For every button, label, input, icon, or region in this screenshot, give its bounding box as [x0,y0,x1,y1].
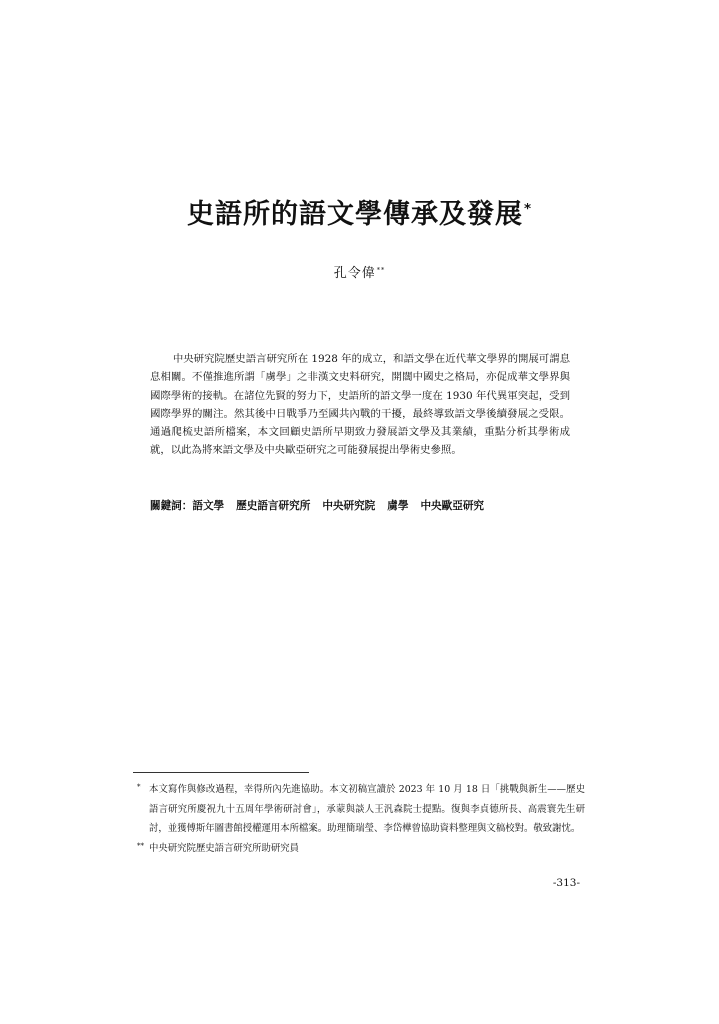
keyword: 歷史語言研究所 [236,500,311,512]
author [0,262,719,281]
footnote-text: 中央研究院歷史語言研究所助研究員 [149,842,300,854]
keywords-label: 關鍵詞： [150,500,193,512]
footnote-divider [133,772,309,773]
author-footnote-mark: ** [376,265,386,274]
keyword: 虜學 [387,500,409,512]
footnotes [137,780,585,858]
abstract: 中央研究院歷史語言研究所在 1928 年的成立，和語文學在近代華文學界的開展可謂息息相關。不僅推進所謂「虜學」之非漢文史料研究，開闊中國史之格局，亦促成華文學界與國際學術的接軌。在諸位先賢的努力下，史語所的語文學一度在 1930 年代異軍突起，受到國際學界的關注。然其後中日戰爭乃至國共內戰的干擾，最終導致語文學後續發展之受限。通過爬梳史語所檔案，本文回顧史語所早期致力發展語文學及其業績，重點分析其學術成就，以此為將來語文學及中央歐亞研究之可能發展提出學術史參照。 [150,353,570,457]
keyword: 中央歐亞研究 [420,500,485,512]
keyword: 語文學 [192,500,225,512]
title-text: 史語所的語文學傳承及發展 [186,199,523,230]
footnote [137,839,585,859]
keyword: 中央研究院 [322,500,376,512]
footnote-text: 本文寫作與修改過程，幸得所內先進協助。本文初稿宣讀於 2023 年 10 月 18 日「挑戰與新生——歷史語言研究所慶祝九十五周年學術研討會」，承蒙與談人王汎森院士提點。復與李貞德所長、高震寰先生研討，並獲傅斯年圖書館授權運用本所檔案。助理簡瑞瑩、李岱樺曾協助資料整理與文稿校對。敬致謝忱。 [149,784,585,834]
footnote [137,780,585,839]
author-name: 孔令偉 [333,266,376,281]
page-title [0,192,719,231]
page-number: -313- [552,877,580,889]
footnote-mark: ** [137,841,144,850]
footnote-mark: * [137,783,141,791]
keywords [150,498,580,513]
title-footnote-mark: * [523,201,533,217]
